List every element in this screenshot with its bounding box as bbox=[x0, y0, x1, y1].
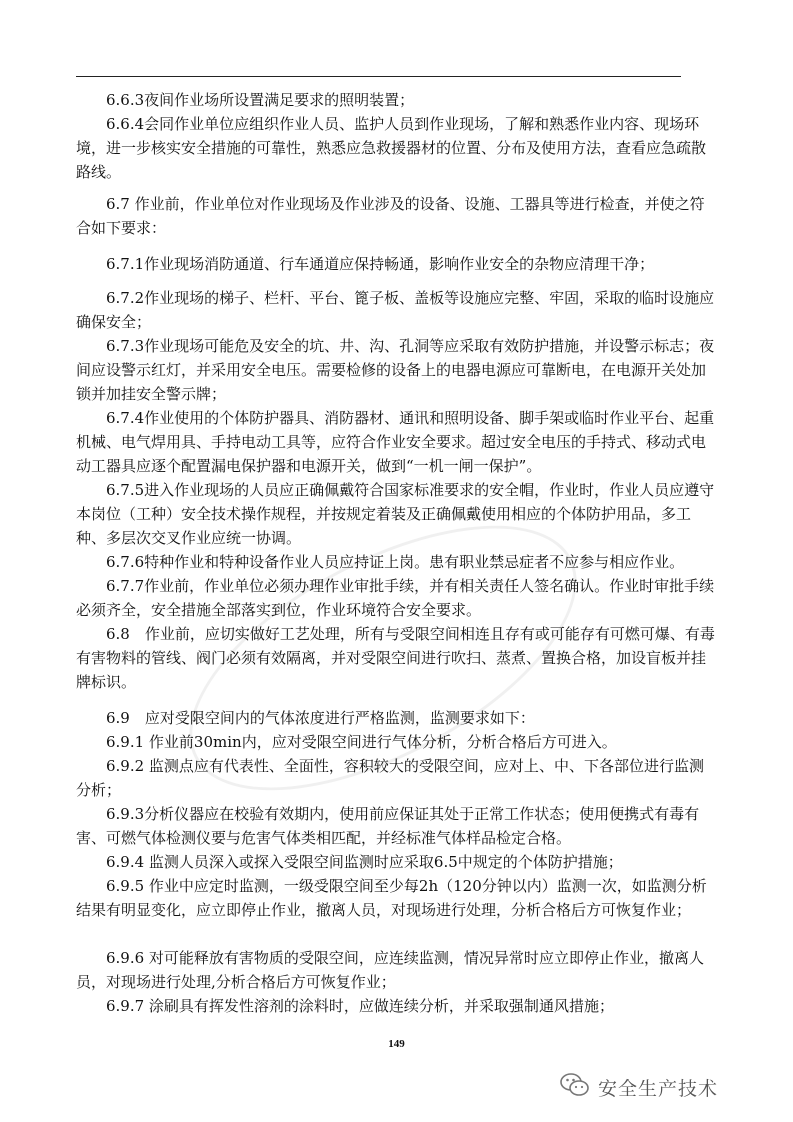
para-6-9-6: 6.9.6 对可能释放有害物质的受限空间，应连续监测，情况异常时应立即停止作业，撤离人员，对现场进行处理,分析合格后方可恢复作业； bbox=[76, 949, 704, 991]
para-6-6-4: 6.6.4会同作业单位应组织作业人员、监护人员到作业现场，了解和熟悉作业内容、现场环境，进一步核实安全措施的可靠性，熟悉应急救援器材的位置、分布及使用方法，查看应急疏散路线。 bbox=[76, 115, 707, 181]
para-6-7-5: 6.7.5进入作业现场的人员应正确佩戴符合国家标准要求的安全帽，作业时，作业人员应遵守本岗位（工种）安全技术操作规程，并按规定着装及正确佩戴使用相应的个体防护用品，多工种、多层次交叉作业应统一协调。 bbox=[76, 481, 715, 547]
watermark-text: 安全生产技术 bbox=[598, 1077, 719, 1100]
page-number: 149 bbox=[388, 1038, 405, 1050]
para-6-7-4: 6.7.4作业使用的个体防护器具、消防器材、通讯和照明设备、脚手架或临时作业平台、起重机械、电气焊用具、手持电动工具等，应符合作业安全要求。超过安全电压的手持式、移动式电动工器具应逐个配置漏电保护器和电源开关，做到“一机一闸一保护”。 bbox=[76, 409, 715, 475]
para-6-7-2: 6.7.2作业现场的梯子、栏杆、平台、篦子板、盖板等设施应完整、牢固，采取的临时设施应确保安全； bbox=[76, 289, 715, 331]
para-6-7-7: 6.7.7作业前，作业单位必须办理作业审批手续，并有相关责任人签名确认。作业时审批手续必须齐全，安全措施全部落实到位，作业环境符合安全要求。 bbox=[76, 577, 715, 619]
para-6-9-2: 6.9.2 监测点应有代表性、全面性，容积较大的受限空间，应对上、中、下各部位进行监测分析； bbox=[76, 757, 704, 799]
para-6-9-4: 6.9.4 监测人员深入或探入受限空间监测时应采取6.5中规定的个体防护措施； bbox=[76, 853, 623, 871]
para-6-9-1: 6.9.1 作业前30min内，应对受限空间进行气体分析，分析合格后方可进入。 bbox=[76, 733, 617, 751]
para-6-6-3: 6.6.3夜间作业场所设置满足要求的照明装置； bbox=[76, 91, 415, 109]
para-6-7-1: 6.7.1作业现场消防通道、行车通道应保持畅通，影响作业安全的杂物应清理干净； bbox=[76, 255, 655, 273]
para-6-9: 6.9 应对受限空间内的气体浓度进行严格监测，监测要求如下： bbox=[76, 709, 535, 727]
wechat-icon bbox=[560, 1072, 590, 1102]
para-6-7: 6.7 作业前，作业单位对作业现场及作业涉及的设备、设施、工器具等进行检查，并使之符合如下要求： bbox=[76, 195, 705, 237]
para-6-9-5: 6.9.5 作业中应定时监测，一级受限空间至少每2h（120分钟以内）监测一次，如监测分析结果有明显变化，应立即停止作业，撤离人员，对现场进行处理，分析合格后方可恢复作业； bbox=[76, 877, 707, 919]
para-6-7-3: 6.7.3作业现场可能危及安全的坑、井、沟、孔洞等应采取有效防护措施，并设警示标志；夜间应设警示红灯，并采用安全电压。需要检修的设备上的电器电源应可靠断电，在电源开关处加锁并加挂安全警示牌； bbox=[76, 337, 715, 403]
wechat-watermark bbox=[560, 1072, 718, 1102]
para-6-9-7: 6.9.7 涂刷具有挥发性溶剂的涂料时，应做连续分析，并采取强制通风措施； bbox=[76, 997, 614, 1015]
para-6-7-6: 6.7.6特种作业和特种设备作业人员应持证上岗。患有职业禁忌症者不应参与相应作业。 bbox=[76, 553, 685, 571]
header-rule bbox=[76, 76, 681, 77]
para-6-9-3: 6.9.3分析仪器应在校验有效期内，使用前应保证其处于正常工作状态；使用便携式有毒有害、可燃气体检测仪要与危害气体类相匹配，并经标准气体样品检定合格。 bbox=[76, 805, 700, 847]
para-6-8: 6.8 作业前，应切实做好工艺处理，所有与受限空间相连且存有或可能存有可燃可爆、有毒有害物料的管线、阀门必须有效隔离，并对受限空间进行吹扫、蒸煮、置换合格，加设盲板并挂牌标识。 bbox=[76, 625, 715, 691]
